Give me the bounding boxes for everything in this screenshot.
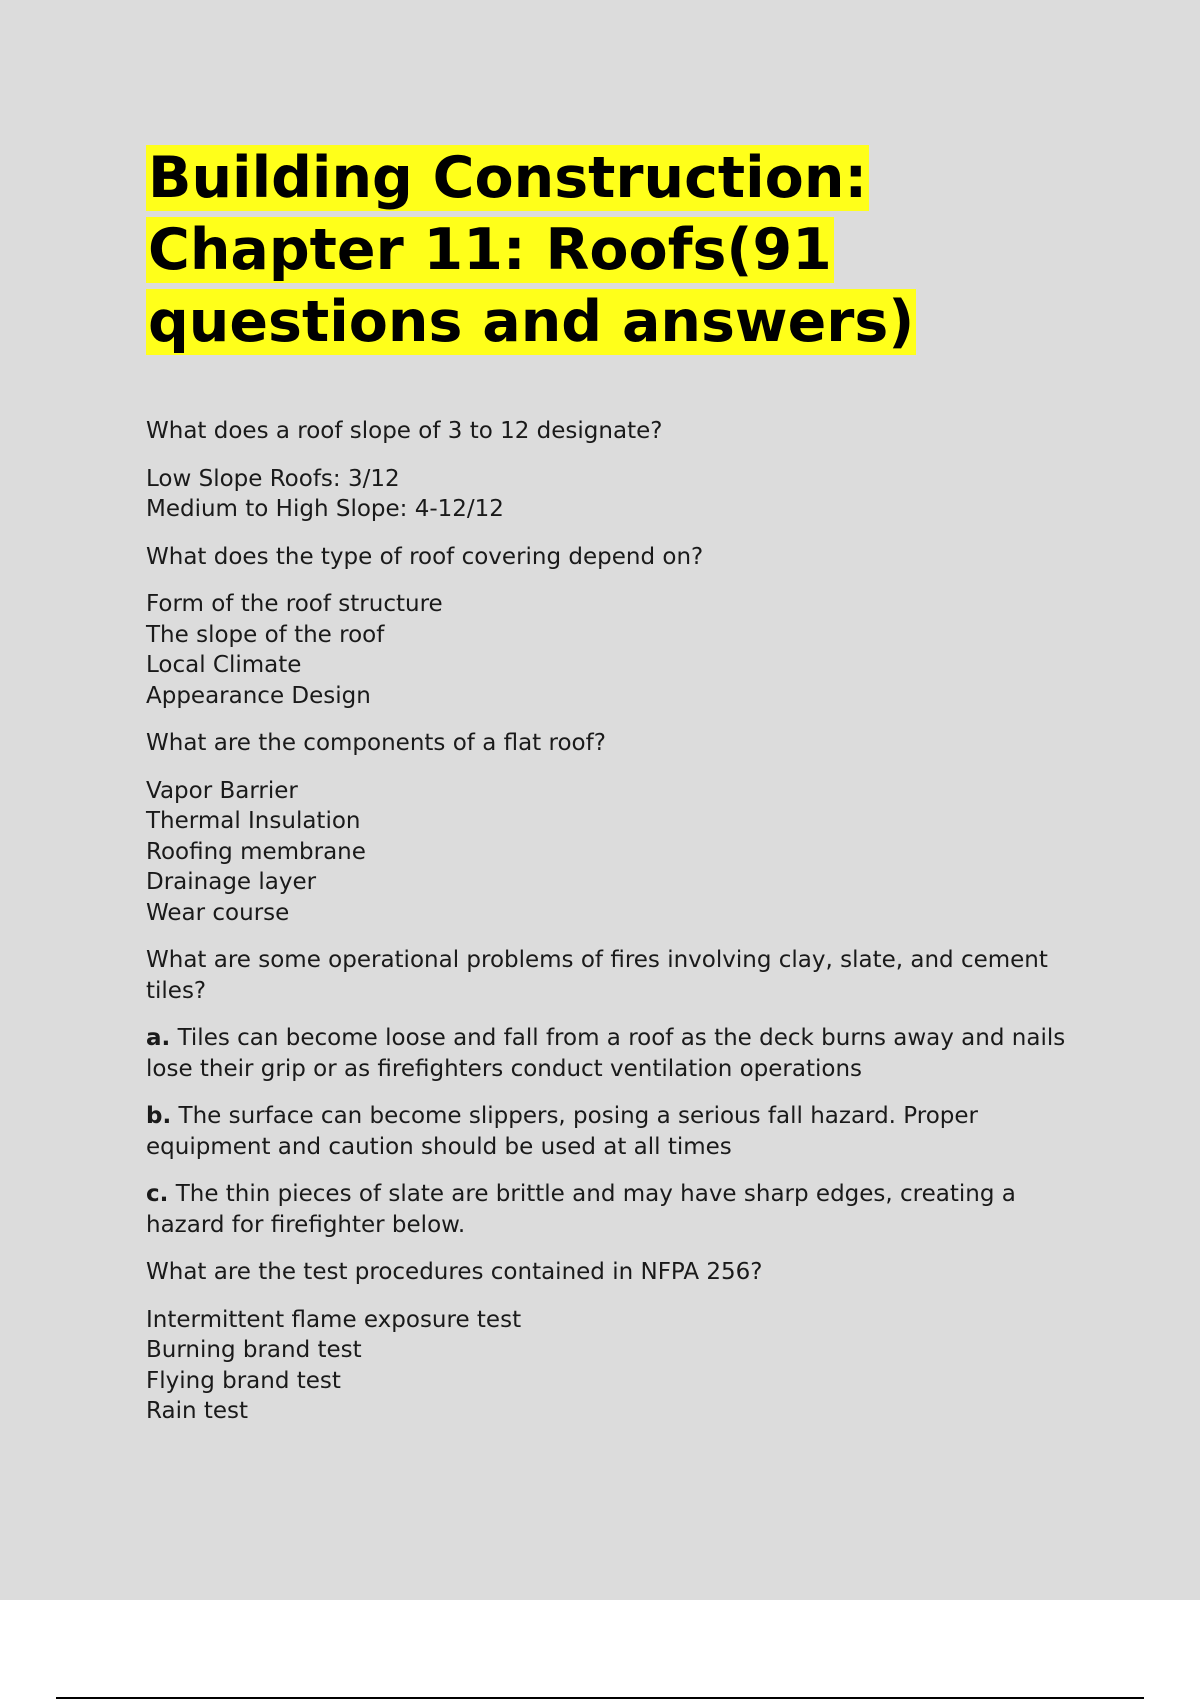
answer-line: Flying brand test (146, 1367, 341, 1394)
answer-item-letter: c. (146, 1181, 169, 1207)
qa-list (146, 416, 1086, 1427)
footer-divider (56, 1697, 1144, 1699)
answer-line: Rain test (146, 1398, 249, 1424)
answer-item-text: The surface can become slippers, posing a serious fall hazard. Proper equipment and caution should be used at all times (146, 1103, 979, 1160)
answer-text (146, 464, 1086, 525)
question-text: What are some operational problems of fires involving clay, slate, and cement tiles? (146, 947, 1048, 1004)
answer-line: Burning brand test (146, 1337, 362, 1363)
qa-block (146, 416, 1086, 525)
answer-line: Vapor Barrier (146, 777, 298, 804)
answer-item (146, 1101, 1086, 1162)
answer-line: Appearance Design (146, 682, 371, 709)
answer-line: Drainage layer (146, 869, 317, 895)
question-text: What does a roof slope of 3 to 12 designate? (146, 418, 663, 444)
qa-block (146, 1257, 1086, 1427)
answer-line: Wear course (146, 899, 290, 926)
document-title (146, 142, 1086, 358)
answer-item (146, 1023, 1086, 1084)
document-title-text: Building Construction: Chapter 11: Roofs(91 questions and answers) (148, 145, 915, 355)
question-text: What does the type of roof covering depend on? (146, 543, 704, 570)
answer-item-letter: b. (146, 1103, 172, 1129)
answer-line: The slope of the roof (146, 621, 385, 648)
answer-text (146, 1305, 1086, 1427)
qa-block (146, 945, 1086, 1240)
answer-line: Intermittent flame exposure test (146, 1306, 522, 1333)
answer-item-letter: a. (146, 1025, 171, 1051)
question-text: What are the components of a flat roof? (146, 730, 606, 756)
answer-item-text: Tiles can become loose and fall from a roof as the deck burns away and nails lose their grip or as firefighters conduct ventilation operations (146, 1025, 1066, 1082)
answer-line: Medium to High Slope: 4-12/12 (146, 496, 504, 522)
answer-line: Roofing membrane (146, 838, 366, 865)
answer-item (146, 1179, 1086, 1240)
answer-text (146, 776, 1086, 929)
answer-line: Local Climate (146, 652, 302, 678)
answer-line: Form of the roof structure (146, 591, 443, 617)
question-text: What are the test procedures contained in NFPA 256? (146, 1259, 763, 1285)
answer-text (146, 589, 1086, 711)
answer-item-text: The thin pieces of slate are brittle and may have sharp edges, creating a hazard for firefighter below. (146, 1181, 1016, 1238)
qa-block (146, 542, 1086, 712)
qa-block (146, 728, 1086, 928)
answer-line: Low Slope Roofs: 3/12 (146, 465, 400, 492)
document-content (146, 142, 1086, 1444)
answer-line: Thermal Insulation (146, 808, 361, 834)
